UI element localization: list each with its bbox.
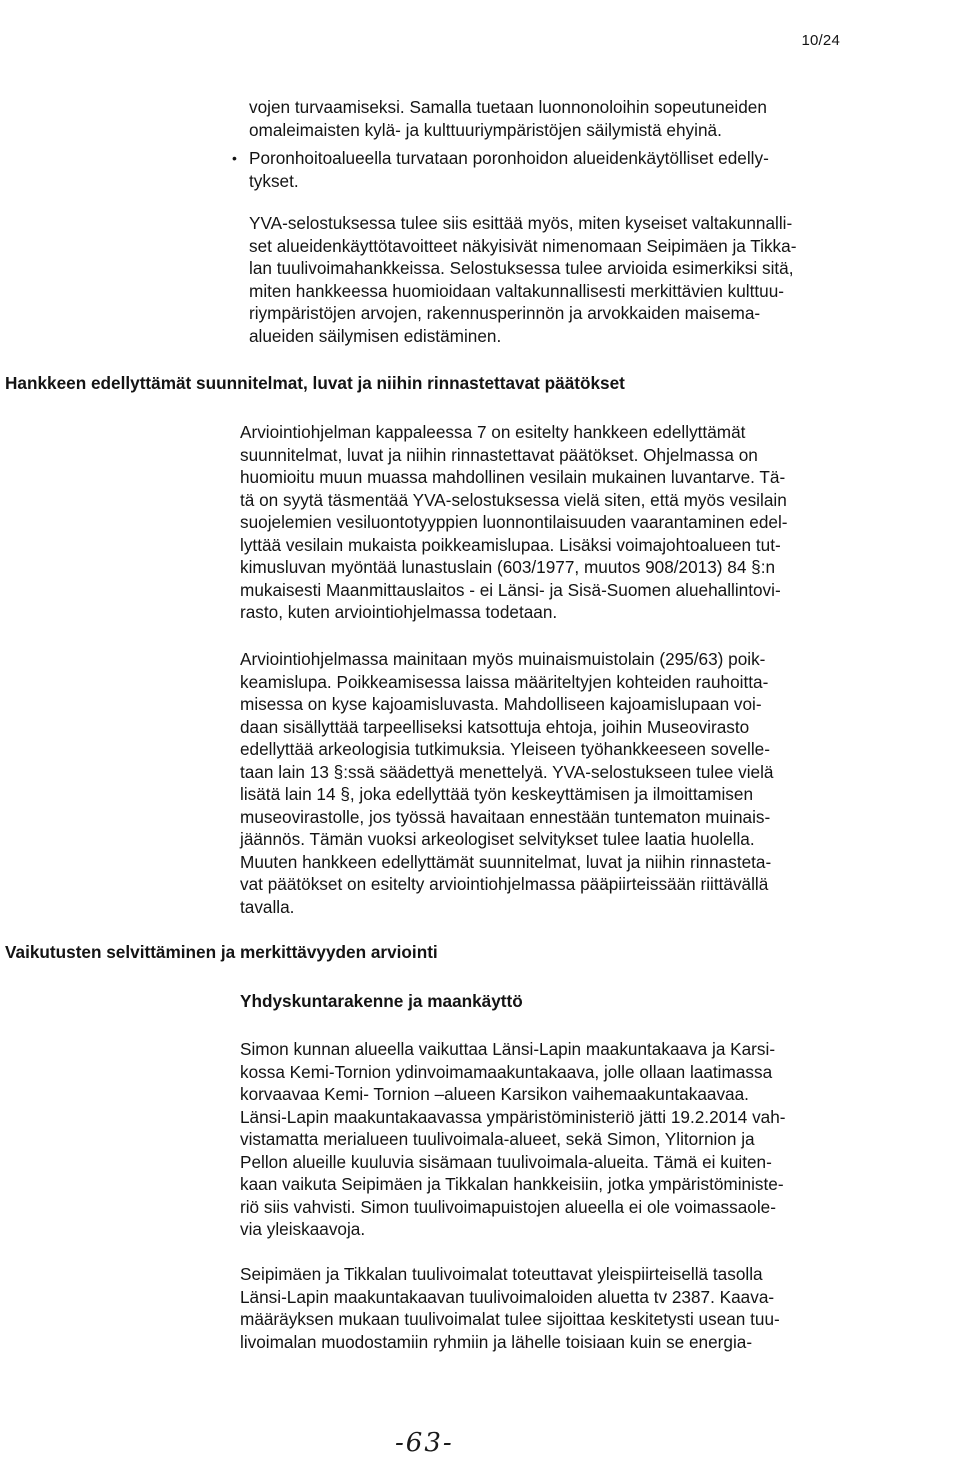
text-line: museovirastolle, jos työssä havaitaan ennestään tuntematon muinais-	[240, 806, 771, 827]
text-line: Muuten hankkeen edellyttämät suunnitelmat, luvat ja niihin rinnasteta-	[240, 851, 772, 872]
text-line: Pellon alueille kuuluvia sisämaan tuulivoimala-alueita. Tämä ei kuiten-	[240, 1151, 772, 1172]
intro-paragraph-fragment	[249, 96, 889, 141]
text-line: livoimalan muodostamiin ryhmiin ja lähelle toisiaan kuin se energia-	[240, 1331, 753, 1352]
text-line: omaleimaisten kylä- ja kulttuuriympäristöjen säilymistä ehyinä.	[249, 119, 722, 140]
text-line: vistamatta merialueen tuulivoimala-alueet, sekä Simon, Ylitornion ja	[240, 1129, 755, 1149]
text-line: edellyttää arkeologisia tutkimuksia. Yleiseen työhankkeeseen sovelle-	[240, 739, 770, 759]
text-line: Seipimäen ja Tikkalan tuulivoimalat toteuttavat yleispiirteisellä tasolla	[240, 1264, 763, 1284]
text-line: keamislupa. Poikkeamisessa laissa määriteltyjen kohteiden rauhoitta-	[240, 671, 769, 692]
text-line: taan lain 13 §:ssä säädettyä menettelyä. YVA-selostukseen tulee vielä	[240, 761, 774, 782]
text-line: Arviointiohjelmassa mainitaan myös muinaismuistolain (295/63) poik-	[240, 649, 766, 669]
intro-paragraph	[249, 212, 889, 347]
text-line: kaan vaikuta Seipimäen ja Tikkalan hankkeisiin, jotka ympäristöministe-	[240, 1174, 784, 1194]
text-line: lyttää vesilain mukaista poikkeamislupaa. Lisäksi voimajohtoalueen tut-	[240, 534, 781, 555]
text-line: Simon kunnan alueella vaikuttaa Länsi-Lapin maakuntakaava ja Karsi-	[240, 1039, 776, 1059]
section-paragraph	[240, 1038, 900, 1241]
text-line: suunnitelmat, luvat ja niihin rinnastettavat päätökset. Ohjelmassa on	[240, 444, 758, 465]
text-line: Poronhoitoalueella turvataan poronhoidon alueidenkäytölliset edelly-	[249, 148, 769, 168]
text-line: lan tuulivoimahankkeissa. Selostuksessa tulee arvioida esimerkiksi sitä,	[249, 258, 794, 278]
section-heading: Vaikutusten selvittäminen ja merkittävyyden arviointi	[5, 942, 438, 962]
text-line: vojen turvaamiseksi. Samalla tuetaan luonnonoloihin sopeutuneiden	[249, 97, 767, 117]
text-line: tavalla.	[240, 896, 295, 917]
text-line: miten hankkeessa huomioidaan valtakunnallisesti merkittävien kulttuu-	[249, 280, 785, 301]
text-line: rasto, kuten arviointiohjelmassa todetaan.	[240, 602, 558, 622]
text-line: riympäristöjen arvojen, rakennusperinnön ja arvokkaiden maisema-	[249, 303, 761, 323]
text-line: via yleiskaavoja.	[240, 1219, 366, 1239]
section-paragraph	[240, 648, 900, 918]
handwritten-page-number: -63-	[395, 1428, 454, 1458]
text-line: misessa on kyse kajoamisluvasta. Mahdolliseen kajoamislupaan voi-	[240, 694, 762, 714]
section-heading: Hankkeen edellyttämät suunnitelmat, luvat ja niihin rinnastettavat päätökset	[5, 373, 625, 393]
text-line: mukaisesti Maanmittauslaitos - ei Länsi- ja Sisä-Suomen aluehallintovi-	[240, 579, 781, 600]
bullet-item	[232, 147, 889, 192]
text-line: set alueidenkäyttötavoitteet näkyisivät nimenomaan Seipimäen ja Tikka-	[249, 235, 797, 256]
text-line: tykset.	[249, 170, 299, 191]
bullet-icon: •	[232, 150, 237, 166]
text-line: Länsi-Lapin maakuntakaavan tuulivoimaloiden aluetta tv 2387. Kaava-	[240, 1286, 775, 1307]
page-number: 10/24	[801, 32, 840, 49]
text-line: riö siis vahvisti. Simon tuulivoimapuistojen alueella ei ole voimassaole-	[240, 1196, 776, 1217]
subsection-heading: Yhdyskuntarakenne ja maankäyttö	[240, 991, 523, 1011]
text-line: suojelemien vesiluontotyyppien luonnontilaisuuden vaarantaminen edel-	[240, 512, 788, 532]
section-paragraph	[240, 421, 900, 624]
text-line: määräyksen mukaan tuulivoimalat tulee sijoittaa keskitetysti usean tuu-	[240, 1309, 780, 1329]
text-line: daan sisällyttää tarpeelliseksi katsottuja ehtoja, joihin Museovirasto	[240, 716, 750, 737]
text-line: vat päätökset on esitelty arviointiohjelmassa pääpiirteissään riittävällä	[240, 874, 769, 894]
text-line: jäännös. Tämän vuoksi arkeologiset selvitykset tulee laatia huolella.	[240, 829, 755, 849]
text-line: alueiden säilymisen edistäminen.	[249, 325, 502, 346]
text-line: YVA-selostuksessa tulee siis esittää myös, miten kyseiset valtakunnalli-	[249, 213, 793, 233]
text-line: korvaavaa Kemi- Tornion –alueen Karsikon vaihemaakuntakaavaa.	[240, 1084, 749, 1104]
text-line: Arviointiohjelman kappaleessa 7 on esitelty hankkeen edellyttämät	[240, 422, 746, 442]
text-line: lisätä lain 14 §, joka edellyttää työn keskeyttämisen ja ilmoittamisen	[240, 784, 754, 804]
text-line: huomioitu muun muassa mahdollinen vesilain mukainen luvantarve. Tä-	[240, 467, 786, 487]
text-line: kimusluvan myöntää lunastuslain (603/1977, muutos 908/2013) 84 §:n	[240, 557, 776, 577]
text-line: tä on syytä täsmentää YVA-selostuksessa vielä siten, että myös vesilain	[240, 489, 787, 510]
text-line: kossa Kemi-Tornion ydinvoimamaakuntakaava, jolle ollaan laatimassa	[240, 1061, 773, 1082]
section-paragraph	[240, 1263, 900, 1353]
text-line: Länsi-Lapin maakuntakaavassa ympäristöministeriö jätti 19.2.2014 vah-	[240, 1106, 786, 1127]
